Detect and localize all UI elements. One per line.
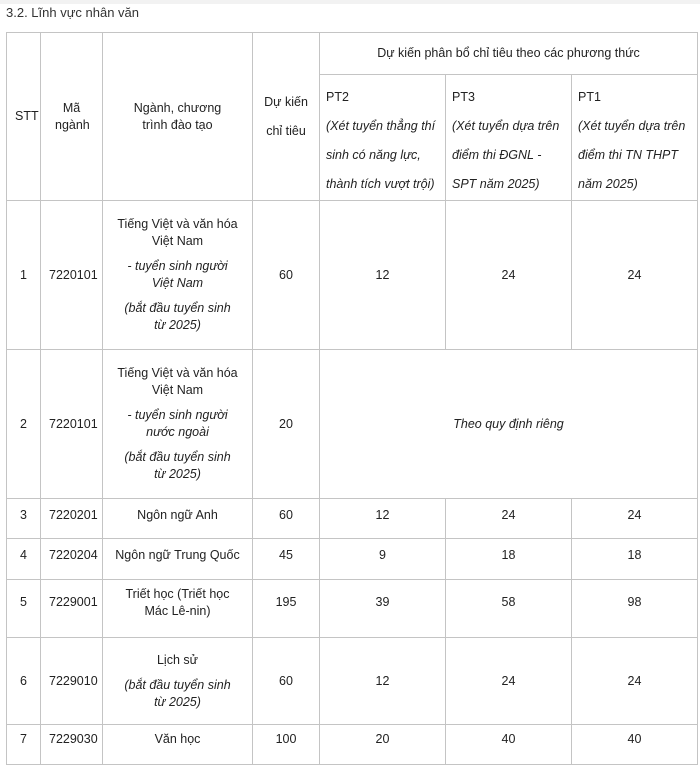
cell-code: 7220204 (41, 539, 103, 580)
cell-name: Ngôn ngữ Trung Quốc (103, 539, 253, 580)
cell-code: 7229030 (41, 725, 103, 765)
cell-stt: 5 (7, 580, 41, 638)
cell-pt2: 12 (320, 201, 446, 350)
table-row (7, 580, 698, 638)
cell-code: 7220101 (41, 201, 103, 350)
quota-table (6, 32, 698, 765)
cell-pt2: 20 (320, 725, 446, 765)
cell-pt1: 24 (572, 201, 698, 350)
table-row (7, 725, 698, 765)
cell-stt: 1 (7, 201, 41, 350)
pt1-label: PT1 (578, 90, 601, 104)
cell-name: Triết học (Triết học Mác Lê-nin) (103, 580, 253, 638)
header-stt: STT (7, 33, 41, 201)
cell-pt3: 24 (446, 638, 572, 725)
pt3-desc: (Xét tuyển dựa trên điểm thi ĐGNL - SPT năm 2025) (452, 119, 560, 191)
header-pt1 (572, 75, 698, 201)
table-row (7, 499, 698, 539)
cell-pt1: 98 (572, 580, 698, 638)
table-row (7, 539, 698, 580)
cell-pt2: 12 (320, 499, 446, 539)
cell-quota: 20 (253, 350, 320, 499)
cell-quota: 60 (253, 499, 320, 539)
cell-pt2: 9 (320, 539, 446, 580)
table-row (7, 638, 698, 725)
cell-pt3: 18 (446, 539, 572, 580)
cell-pt1: 24 (572, 638, 698, 725)
cell-quota: 60 (253, 201, 320, 350)
pt2-label: PT2 (326, 90, 349, 104)
cell-quota: 195 (253, 580, 320, 638)
program-sub: - tuyển sinh người nước ngoài (127, 408, 228, 439)
cell-quota: 60 (253, 638, 320, 725)
cell-stt: 7 (7, 725, 41, 765)
cell-stt: 2 (7, 350, 41, 499)
cell-merged-methods: Theo quy định riêng (320, 350, 698, 499)
program-note: (bắt đầu tuyển sinh từ 2025) (124, 677, 231, 709)
header-method-group: Dự kiến phân bổ chỉ tiêu theo các phương thức (320, 33, 698, 75)
header-pt2 (320, 75, 446, 201)
cell-pt1: 40 (572, 725, 698, 765)
cell-quota: 100 (253, 725, 320, 765)
program-name: Tiếng Việt và văn hóa Việt Nam (117, 366, 238, 397)
cell-pt3: 58 (446, 580, 572, 638)
pt3-label: PT3 (452, 90, 475, 104)
cell-name (103, 638, 253, 725)
header-row-1 (7, 33, 698, 75)
program-sub: - tuyển sinh người Việt Nam (127, 259, 228, 290)
cell-pt3: 40 (446, 725, 572, 765)
cell-pt1: 24 (572, 499, 698, 539)
header-du-kien: Dự kiến chỉ tiêu (253, 33, 320, 201)
section-title: 3.2. Lĩnh vực nhân văn (6, 5, 140, 20)
cell-stt: 4 (7, 539, 41, 580)
program-name: Tiếng Việt và văn hóa Việt Nam (117, 217, 238, 248)
cell-pt1: 18 (572, 539, 698, 580)
cell-code: 7229001 (41, 580, 103, 638)
program-note: (bắt đầu tuyển sinh từ 2025) (124, 301, 231, 332)
cell-name: Ngôn ngữ Anh (103, 499, 253, 539)
cell-code: 7229010 (41, 638, 103, 725)
cell-stt: 6 (7, 638, 41, 725)
cell-name (103, 201, 253, 350)
cell-pt2: 12 (320, 638, 446, 725)
table-row (7, 350, 698, 499)
cell-code: 7220201 (41, 499, 103, 539)
program-name: Lịch sử (156, 652, 199, 667)
header-pt3 (446, 75, 572, 201)
pt1-desc: (Xét tuyển dựa trên điểm thi TN THPT năm 2025) (578, 119, 686, 191)
cell-name: Văn học (103, 725, 253, 765)
header-ma-nganh: Mã ngành (41, 33, 103, 201)
table-row (7, 201, 698, 350)
cell-code: 7220101 (41, 350, 103, 499)
program-note: (bắt đầu tuyển sinh từ 2025) (124, 450, 231, 481)
cell-name (103, 350, 253, 499)
cell-pt3: 24 (446, 499, 572, 539)
cell-quota: 45 (253, 539, 320, 580)
header-nganh: Ngành, chương trình đào tạo (103, 33, 253, 201)
cell-pt2: 39 (320, 580, 446, 638)
pt2-desc: (Xét tuyển thẳng thí sinh có năng lực, thành tích vượt trội) (326, 119, 436, 191)
cell-pt3: 24 (446, 201, 572, 350)
top-bar (0, 0, 700, 4)
cell-stt: 3 (7, 499, 41, 539)
